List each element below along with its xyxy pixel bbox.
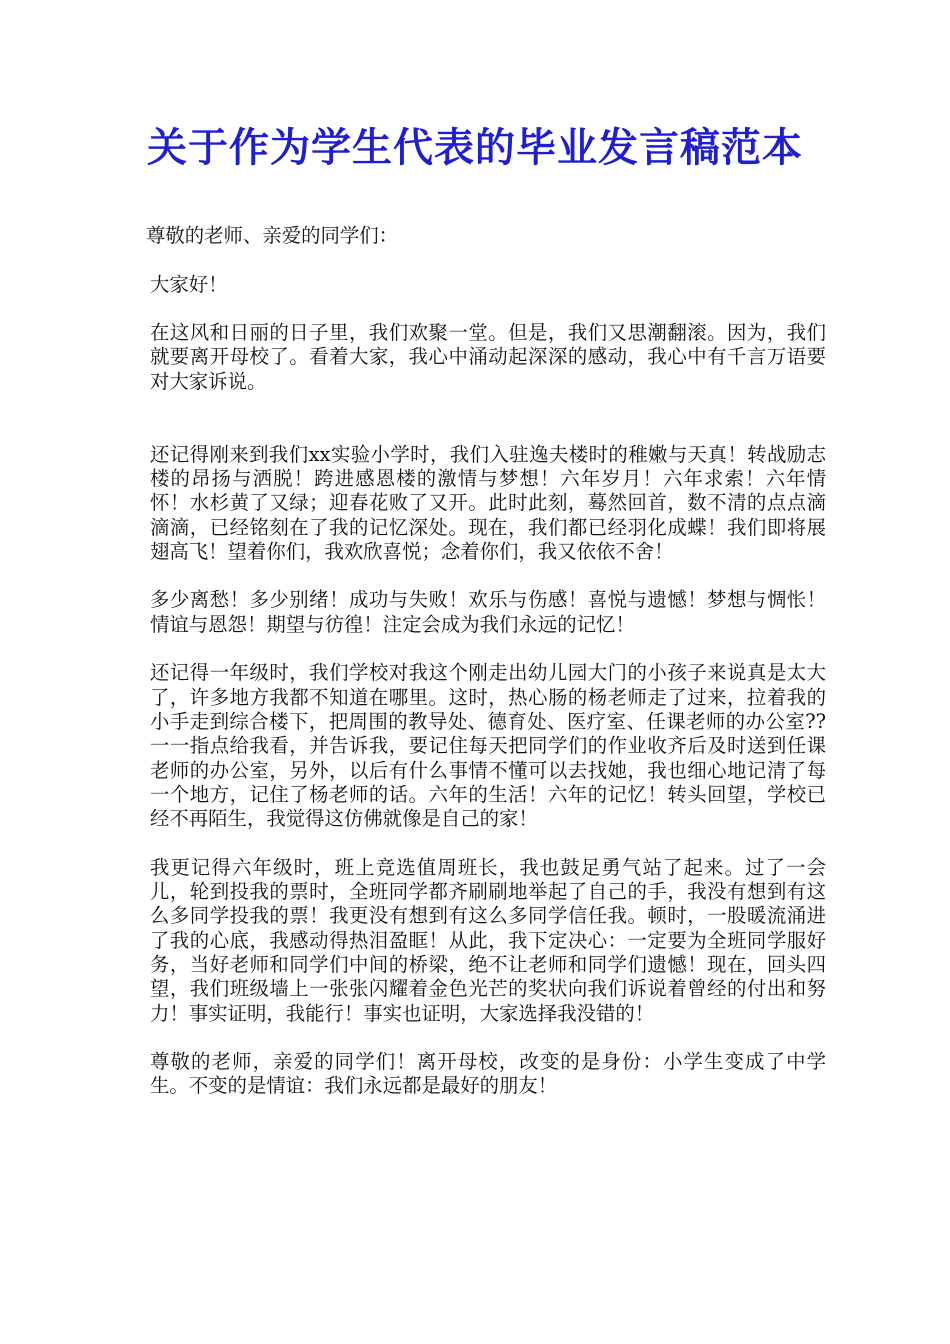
paragraph-opening: 在这风和日丽的日子里，我们欢聚一堂。但是，我们又思潮翻滚。因为，我们就要离开母校了。看着大家，我心中涌动起深深的感动，我心中有千言万语要对大家诉说。: [150, 321, 826, 393]
document-title: 关于作为学生代表的毕业发言稿范本: [147, 124, 803, 171]
greeting: 大家好！: [150, 272, 228, 296]
document-body: [146, 224, 826, 1123]
paragraph-first-grade: 还记得一年级时，我们学校对我这个刚走出幼儿园大门的小孩子来说真是太大了，许多地方我都不知道在哪里。这时，热心肠的杨老师走了过来，拉着我的小手走到综合楼下，把周围的教导处、德育处、医疗室、任课老师的办公室??一一指点给我看，并告诉我，要记住每天把同学们的作业收齐后及时送到任课老师的办公室，另外，以后有什么事情不懂可以去找她，我也细心地记清了每一个地方，记住了杨老师的话。六年的生活！六年的记忆！转头回望，学校已经不再陌生，我觉得这仿佛就像是自己的家！: [150, 661, 826, 831]
paragraph-memories: 还记得刚来到我们xx实验小学时，我们入驻逸夫楼时的稚嫩与天真！转战励志楼的昂扬与洒脱！跨进感恩楼的激情与梦想！六年岁月！六年求索！六年情怀！水杉黄了又绿；迎春花败了又开。此时此刻，蓦然回首，数不清的点点滴滴滴，已经铭刻在了我的记忆深处。现在，我们都已经羽化成蝶！我们即将展翅高飞！望着你们，我欢欣喜悦；念着你们，我又依依不舍！: [150, 442, 826, 563]
paragraph-closing: 尊敬的老师，亲爱的同学们！离开母校，改变的是身份：小学生变成了中学生。不变的是情谊：我们永远都是最好的朋友！: [150, 1050, 826, 1098]
paragraph-emotions: 多少离愁！多少别绪！成功与失败！欢乐与伤感！喜悦与遗憾！梦想与惆怅！情谊与恩怨！期望与彷徨！注定会成为我们永远的记忆！: [150, 588, 826, 636]
paragraph-sixth-grade: 我更记得六年级时，班上竞选值周班长，我也鼓足勇气站了起来。过了一会儿，轮到投我的票时，全班同学都齐刷刷地举起了自己的手，我没有想到有这么多同学投我的票！我更没有想到有这么多同学信任我。顿时，一股暖流涌进了我的心底，我感动得热泪盈眶！从此，我下定决心：一定要为全班同学服好务，当好老师和同学们中间的桥梁，绝不让老师和同学们遗憾！现在，回头四望，我们班级墙上一张张闪耀着金色光芒的奖状向我们诉说着曾经的付出和努力！事实证明，我能行！事实也证明，大家选择我没错的！: [150, 855, 826, 1025]
salutation: 尊敬的老师、亲爱的同学们：: [146, 224, 399, 247]
